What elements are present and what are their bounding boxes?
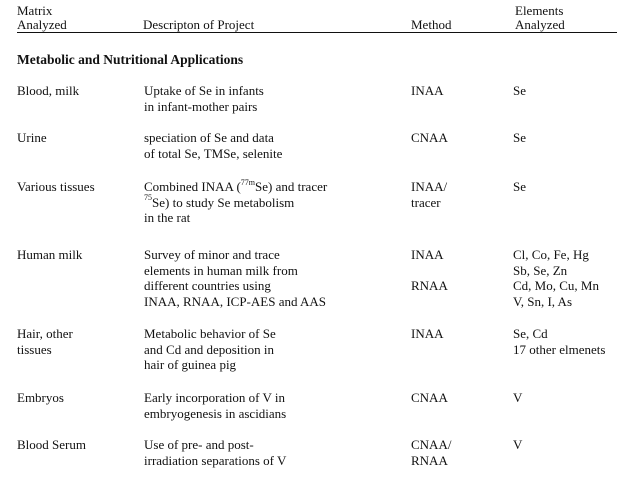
cell-elements: Se xyxy=(513,179,526,194)
cell-description: speciation of Se and data of total Se, TMSe, selenite xyxy=(144,130,283,161)
header-matrix-line2: Analyzed xyxy=(17,17,67,32)
header-elements-line1: Elements xyxy=(515,3,564,18)
header-matrix-line1: Matrix xyxy=(17,3,53,18)
header-elements-line2: Analyzed xyxy=(515,17,565,32)
cell-method: INAA RNAA xyxy=(411,247,448,294)
cell-method: INAA xyxy=(411,83,444,98)
cell-method: INAA xyxy=(411,326,444,341)
cell-description: Combined INAA ($^{77m}$Se) and tracer $^{75}$Se) to study Se metabolism in the rat xyxy=(144,177,328,226)
header-elements xyxy=(515,4,565,32)
cell-matrix: Embryos xyxy=(17,390,64,405)
header-rule xyxy=(17,32,617,33)
header-matrix xyxy=(17,4,67,32)
cell-description: Survey of minor and trace elements in human milk from different countries using INAA, RNAA, ICP-AES and AAS xyxy=(144,247,327,309)
cell-description: Uptake of Se in infants in infant-mother pairs xyxy=(144,83,264,114)
cell-elements: Se xyxy=(513,130,526,145)
cell-matrix: Blood Serum xyxy=(17,437,86,452)
section-title: Metabolic and Nutritional Applications xyxy=(17,52,244,67)
header-method: Method xyxy=(411,17,452,32)
cell-method: CNAA/ RNAA xyxy=(411,437,452,468)
header-description: Descripton of Project xyxy=(143,17,255,32)
cell-elements: Se, Cd 17 other elmenets xyxy=(513,326,606,357)
cell-matrix: Human milk xyxy=(17,247,83,262)
cell-elements: Cl, Co, Fe, Hg Sb, Se, Zn Cd, Mo, Cu, Mn V, Sn, I, As xyxy=(513,247,599,309)
cell-matrix: Hair, other tissues xyxy=(17,326,73,357)
cell-elements: V xyxy=(513,390,523,405)
cell-matrix: Blood, milk xyxy=(17,83,80,98)
cell-elements: Se xyxy=(513,83,526,98)
cell-method: INAA/ tracer xyxy=(411,179,448,210)
cell-description: Metabolic behavior of Se and Cd and deposition in hair of guinea pig xyxy=(144,326,276,373)
cell-description: Use of pre- and post- irradiation separations of V xyxy=(144,437,287,468)
cell-matrix: Urine xyxy=(17,130,47,145)
cell-elements: V xyxy=(513,437,523,452)
cell-method: CNAA xyxy=(411,130,448,145)
cell-matrix: Various tissues xyxy=(17,179,95,194)
cell-description: Early incorporation of V in embryogenesis in ascidians xyxy=(144,390,287,421)
cell-method: CNAA xyxy=(411,390,448,405)
